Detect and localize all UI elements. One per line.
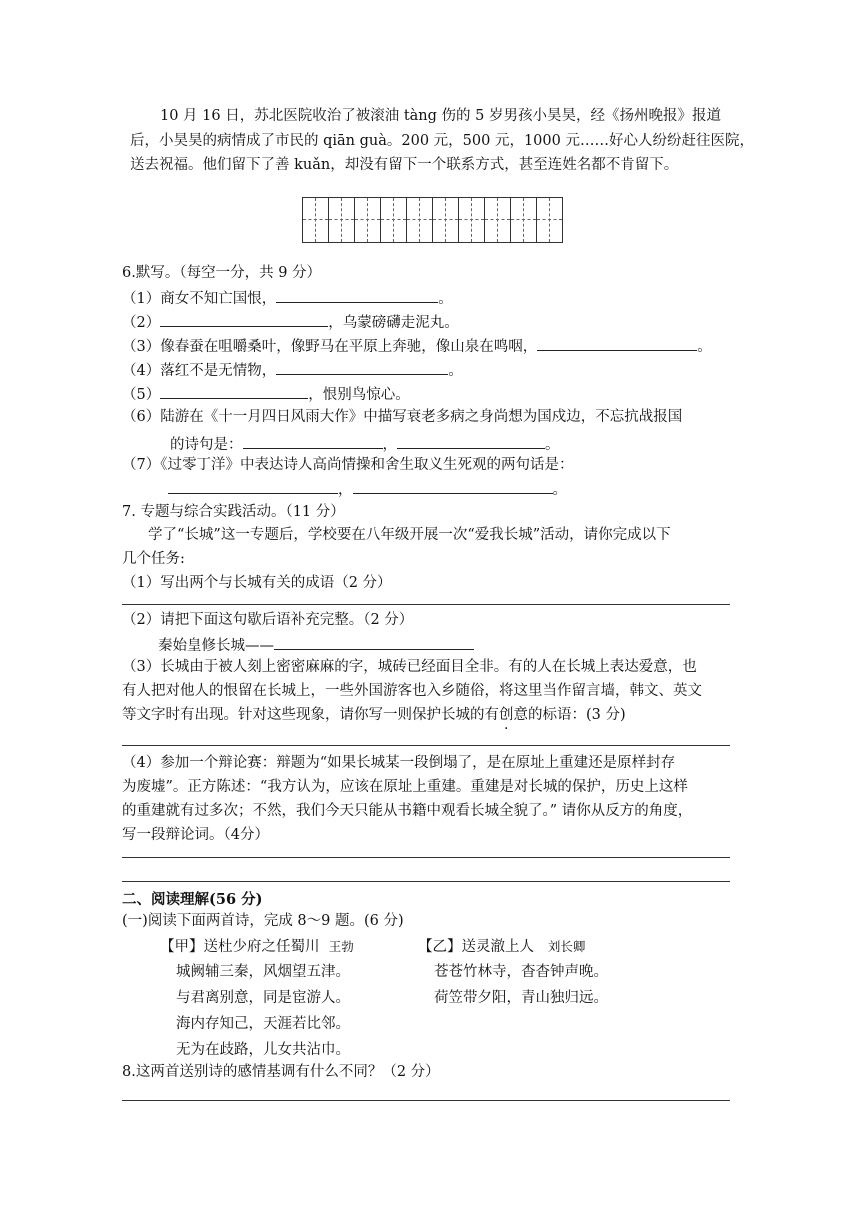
q7-task-3-line-2: 有人把对他人的恨留在长城上，一些外国游客也入乡随俗，将这里当作留言墙，韩文、英文: [122, 683, 702, 699]
q6-item-7-end: 。: [552, 482, 567, 498]
q6-item-2: [122, 311, 459, 333]
poem-b-line: 苍苍竹林寺，杳杳钟声晚。: [434, 964, 608, 980]
poem-b-author: 刘长卿: [547, 939, 586, 954]
q7-intro-2: 几个任务:: [122, 551, 185, 567]
q7-task-3-text: 等文字时有出现。针对这些现象，请你写一则保护长城的: [122, 707, 485, 723]
q6-item-6-answer: [170, 433, 560, 455]
q6-item-4: [122, 359, 463, 381]
q6-item-6-label: 的诗句是：: [170, 437, 243, 453]
grid-cell[interactable]: [485, 198, 511, 242]
q7-task-3-line-3: [122, 705, 626, 725]
q6-item-6: （6）陆游在《十一月四日风雨大作》中描写衰老多病之身尚想为国戍边，不忘抗战报国: [122, 409, 683, 425]
q7-task-3-line-1: （3）长城由于被人刻上密密麻麻的字，城砖已经面目全非。有的人在长城上表达爱意，也: [122, 659, 697, 675]
grid-cell[interactable]: [407, 198, 433, 242]
poem-b: [418, 937, 608, 1011]
q7-task-4-line-3: 的重建就有过多次；不然，我们今天只能从书籍中观看长城全貌了。” 请你从反方的角度，: [122, 803, 693, 819]
emphasis-text: [485, 707, 529, 723]
poem-a-title: 【甲】送杜少府之任蜀川: [160, 939, 320, 955]
poem-a-line: 城阙辅三秦，风烟望五津。: [176, 964, 350, 980]
answer-line[interactable]: [122, 745, 730, 746]
q7-intro-1: 学了“长城”这一专题后，学校要在八年级开展一次“爱我长城”活动，请你完成以下: [148, 527, 671, 543]
q6-title: 6.默写。（每空一分，共 9 分）: [122, 265, 322, 281]
grid-cell[interactable]: [537, 198, 562, 242]
q7-task-2-prompt: 秦始皇修长城——: [158, 638, 274, 654]
grid-cell[interactable]: [355, 198, 381, 242]
q6-item-1-end: 。: [438, 291, 453, 307]
answer-line[interactable]: [122, 857, 730, 858]
q7-task-4-line-4: 写一段辩论词。（4分）: [122, 827, 269, 843]
q8-text: 8.这两首送别诗的感情基调有什么不同？（2 分）: [122, 1064, 440, 1080]
q6-item-5: [122, 383, 410, 405]
q6-item-3: [122, 335, 712, 357]
q6-item-7: （7）《过零丁洋》中表达诗人高尚情操和舍生取义生死观的两句话是：: [122, 457, 574, 473]
q6-item-3-text: （3）像春蚕在咀嚼桑叶，像野马在平原上奔驰，像山泉在鸣咽，: [122, 339, 538, 355]
q6-item-2-text: （2）: [122, 315, 161, 331]
answer-blank[interactable]: [353, 478, 553, 494]
answer-blank[interactable]: [276, 287, 438, 303]
answer-line[interactable]: [122, 604, 730, 605]
section-2-title: 二、阅读理解(56 分): [122, 891, 263, 908]
q6-item-3-end: 。: [697, 339, 712, 355]
grid-cell[interactable]: [303, 198, 329, 242]
grid-cell[interactable]: [459, 198, 485, 242]
poem-a-line: 海内存知己，天涯若比邻。: [176, 1016, 350, 1032]
q6-item-1: [122, 287, 453, 309]
passage-line-3: 送去祝福。他们留下了善 kuǎn，却没有留下一个联系方式，甚至连姓名都不肯留下。: [130, 157, 679, 173]
q6-item-6-comma: ，: [382, 437, 397, 453]
answer-blank[interactable]: [397, 433, 545, 449]
grid-cell[interactable]: [433, 198, 459, 242]
q7-task-2: （2）请把下面这句歇后语补充完整。（2 分）: [122, 612, 414, 628]
poem-b-header: [418, 937, 608, 957]
answer-blank[interactable]: [276, 359, 448, 375]
answer-line[interactable]: [122, 881, 730, 882]
q7-task-4-line-2: 为废墟”。正方陈述：“我方认为，应该在原址上重建。重建是对长城的保护，历史上这样: [122, 779, 688, 795]
q7-task-3-end: 的标语：(3 分): [528, 707, 626, 723]
poem-b-title: 【乙】送灵澈上人: [418, 939, 534, 955]
q6-item-6-end: 。: [545, 437, 560, 453]
passage-line-2: 后，小昊昊的病情成了市民的 qiān guà。200 元，500 元，1000 元……好心人纷纷赶往医院，: [130, 133, 754, 149]
grid-cell[interactable]: [511, 198, 537, 242]
poem-a-line: 无为在歧路，儿女共沾巾。: [176, 1042, 350, 1058]
grid-cell[interactable]: [381, 198, 407, 242]
q6-item-7-answer: [168, 478, 567, 500]
answer-grid[interactable]: [302, 197, 563, 243]
q6-item-4-end: 。: [448, 363, 463, 379]
poem-a-header: [160, 937, 354, 957]
q6-item-7-comma: ，: [338, 482, 353, 498]
poem-a-line: 与君离别意，同是宦游人。: [176, 990, 350, 1006]
q7-task-4-line-1: （4）参加一个辩论赛：辩题为“如果长城某一段倒塌了，是在原址上重建还是原样封存: [122, 755, 676, 771]
grid-cell[interactable]: [329, 198, 355, 242]
q7-title: 7. 专题与综合实践活动。（11 分）: [122, 504, 345, 520]
q6-item-2-end: ，乌蒙磅礴走泥丸。: [328, 315, 459, 331]
q6-item-1-text: （1）商女不知亡国恨，: [122, 291, 277, 307]
answer-line[interactable]: [122, 1100, 730, 1101]
q7-task-1: （1）写出两个与长城有关的成语（2 分）: [122, 575, 392, 591]
passage-line-1: 10 月 16 日，苏北医院收治了被滚油 tàng 伤的 5 岁男孩小昊昊，经《扬州晚报》报道: [160, 108, 721, 124]
answer-blank[interactable]: [537, 335, 697, 351]
answer-blank[interactable]: [160, 311, 328, 327]
answer-blank[interactable]: [160, 383, 308, 399]
section-2-subtitle: (一)阅读下面两首诗，完成 8～9 题。(6 分): [122, 913, 404, 929]
emphasized-word: 有创意: [484, 707, 528, 723]
q6-item-5-text: （5）: [122, 387, 161, 403]
poem-a: [160, 937, 354, 1063]
answer-blank[interactable]: [168, 478, 338, 494]
answer-blank[interactable]: [243, 433, 383, 449]
poem-b-line: 荷笠带夕阳，青山独归远。: [434, 990, 608, 1006]
q6-item-4-text: （4）落红不是无情物，: [122, 363, 277, 379]
q7-task-2-line: [158, 634, 474, 656]
q6-item-5-end: ，恨别鸟惊心。: [308, 387, 410, 403]
poem-a-author: 王勃: [328, 939, 354, 954]
answer-blank[interactable]: [274, 634, 474, 650]
